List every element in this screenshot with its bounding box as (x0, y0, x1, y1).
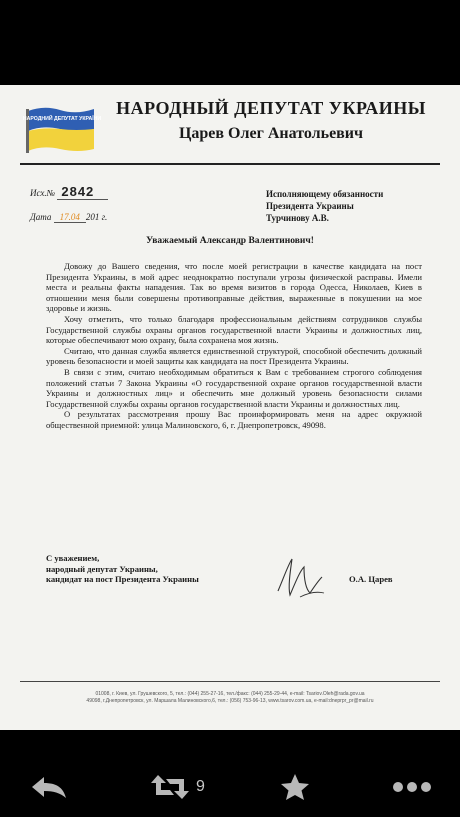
body-paragraph: Хочу отметить, что только благодаря профессиональным действиям сотрудников службы Государственной службы охраны органов государственной власти Украины и должностных лиц, которые обеспечивают мою охрану, была сохранена моя жизнь. (46, 313, 422, 346)
retweet-icon (150, 773, 190, 801)
footer-divider (20, 681, 440, 682)
closing-line: С уважением, (46, 553, 100, 563)
handwritten-signature (270, 547, 330, 607)
author-name: О.А. Царев (349, 574, 393, 584)
favorite-button[interactable] (280, 769, 310, 805)
more-icon (392, 781, 432, 793)
closing-line: народный депутат Украины, (46, 563, 158, 574)
retweet-count: 9 (196, 778, 205, 795)
more-button[interactable] (392, 769, 432, 805)
outgoing-number-label: Исх.№ (30, 188, 56, 198)
outgoing-number-line (30, 184, 108, 199)
date-line (30, 212, 107, 222)
recipient-line: Президента Украины (266, 201, 354, 211)
letter-footer (30, 691, 430, 705)
year-suffix: 201 г. (85, 212, 108, 222)
star-icon (280, 772, 310, 802)
greeting: Уважаемый Александр Валентинович! (146, 236, 314, 246)
letter-document (0, 85, 460, 730)
top-black-bar (0, 0, 460, 85)
outgoing-number: 2842 (57, 184, 108, 200)
closing-line: кандидат на пост Президента Украины (46, 574, 199, 585)
recipient-line: Турчинову А.В. (266, 213, 329, 223)
body-paragraph: Довожу до Вашего сведения, что после моей регистрации в качестве кандидата на пост Президента Украины, в мой адрес неоднократно поступали угрозы физической расправы. Имели места и реальны факты нападения. Так во время визитов в города Одесса, Николаев, Киев в отношении меня были совершены противоправные действия, выраженные в покушении на мое здоровье и жизнь. (46, 261, 422, 314)
body-paragraph: В связи с этим, считаю необходимым обратиться к Вам с требованием строгого соблюдения положений статьи 7 Закона Украины «О государственной охране органов государственной власти Украины и должностных лиц» и обеспечить мне должный уровень безопасности силами Государственной службы охраны органов государственной власти Украины и должностных лиц. (46, 366, 422, 409)
letterhead-divider (20, 163, 440, 165)
letter-body (46, 261, 422, 431)
flag-text-line: НАРОДНИЙ ДЕПУТАТ УКРАЇНИ (22, 116, 102, 122)
footer-line: 49098, г.Днепропетровск, ул. Маршала Малиновского,6, тел.: (056) 753-96-13, www.tsarov.com.ua, e-mail:dneprpr_pr@mail.ru (86, 698, 374, 704)
tweet-action-bar (0, 757, 460, 817)
date-label: Дата (30, 212, 52, 222)
footer-line: 01008, г. Киев, ул. Грушевского, 5, тел.: (044) 255-27-16, тел./факс: (044) 255-29-44, e-mail: Tsariov.Oleh@rada.gov.ua (95, 691, 365, 697)
parliament-flag-logo (22, 105, 102, 153)
letterhead-title: НАРОДНЫЙ ДЕПУТАТ УКРАИНЫ (116, 98, 426, 118)
body-paragraph: О результатах рассмотрения прошу Вас проинформировать меня на адрес окружной общественной приемной: улица Малиновского, 6, г. Днепропетровск, 49098. (46, 409, 422, 430)
closing-block (46, 553, 199, 585)
letterhead-name: Царев Олег Анатольевич (178, 125, 364, 142)
reply-button[interactable] (30, 769, 68, 805)
recipient-block (266, 188, 383, 224)
body-paragraph: Считаю, что данная служба является единственной структурой, способной обеспечить должный уровень безопасности и моей защиты как кандидата на пост Президента Украины. (46, 345, 422, 367)
date-value: 17.04 (54, 212, 86, 223)
retweet-button[interactable] (150, 769, 205, 805)
recipient-line: Исполняющему обязанности (266, 189, 384, 199)
reply-icon (30, 774, 68, 800)
